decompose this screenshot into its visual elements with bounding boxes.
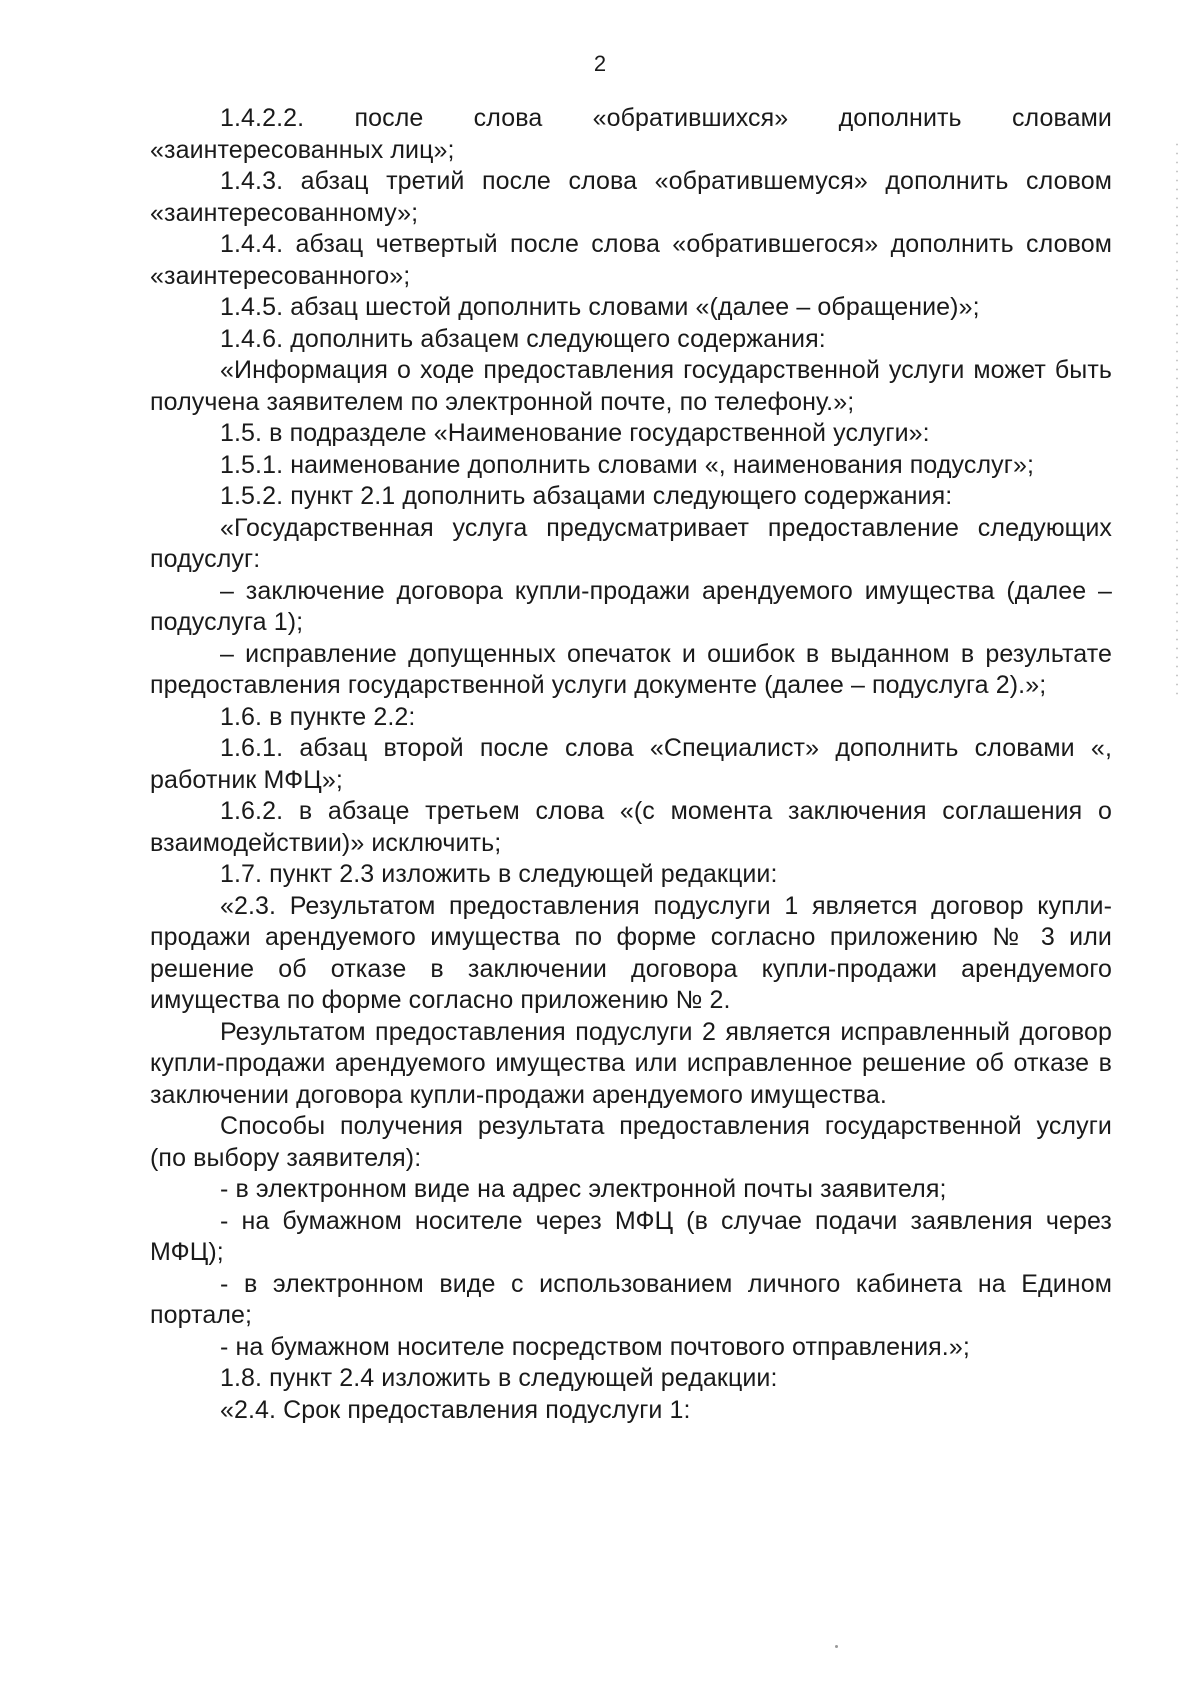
paragraph: Способы получения результата предоставления государственной услуги (по выбору заявителя): bbox=[150, 1112, 1112, 1172]
paragraph: 1.6.2. в абзаце третьем слова «(с момента заключения соглашения о взаимодействии)» исключить; bbox=[150, 797, 1112, 857]
paragraph: 1.7. пункт 2.3 изложить в следующей редакции: bbox=[220, 860, 778, 888]
paragraph: – заключение договора купли-продажи арендуемого имущества (далее – подуслуга 1); bbox=[150, 576, 1112, 636]
paragraph: «2.4. Срок предоставления подуслуги 1: bbox=[220, 1395, 691, 1424]
paragraph: – исправление допущенных опечаток и ошибок в выданном в результате предоставления государственной услуги документе (далее – подуслуга 2).»; bbox=[150, 639, 1112, 699]
paragraph: 1.4.4. абзац четвертый после слова «обратившегося» дополнить словом «заинтересованного»; bbox=[150, 230, 1112, 290]
paragraph: 1.4.2.2. после слова «обратившихся» дополнить словами «заинтересованных лиц»; bbox=[150, 104, 1112, 164]
paragraph: Результатом предоставления подуслуги 2 является исправленный договор купли-продажи арендуемого имущества или исправленное решение об отказе в заключении договора купли-продажи арендуемого имущества. bbox=[150, 1017, 1112, 1109]
paragraph: 1.5.1. наименование дополнить словами «, наименования подуслуг»; bbox=[220, 450, 1035, 479]
paragraph: «2.3. Результатом предоставления подуслуги 1 является договор купли-продажи арендуемого имущества по форме согласно приложению № 3 или решение об отказе в заключении договора купли-продажи арендуемого имущества по форме согласно приложению № 2. bbox=[150, 891, 1112, 1014]
paragraph: - в электронном виде на адрес электронной почты заявителя; bbox=[220, 1175, 947, 1203]
paragraph: «Информация о ходе предоставления государственной услуги может быть получена заявителем по электронной почте, по телефону.»; bbox=[150, 356, 1112, 416]
paragraph: 1.6.1. абзац второй после слова «Специалист» дополнить словами «, работник МФЦ»; bbox=[150, 734, 1112, 794]
paragraph: - в электронном виде с использованием личного кабинета на Едином портале; bbox=[150, 1269, 1112, 1329]
paragraph: 1.8. пункт 2.4 изложить в следующей редакции: bbox=[220, 1364, 778, 1392]
paragraph: 1.6. в пункте 2.2: bbox=[220, 702, 416, 731]
document-body bbox=[150, 103, 1112, 1426]
paragraph: 1.5.2. пункт 2.1 дополнить абзацами следующего содержания: bbox=[220, 482, 953, 510]
scan-margin-dots bbox=[1176, 140, 1178, 700]
paragraph: 1.5. в подразделе «Наименование государственной услуги»: bbox=[220, 419, 930, 447]
paragraph: 1.4.6. дополнить абзацем следующего содержания: bbox=[220, 324, 826, 353]
paragraph: - на бумажном носителе посредством почтового отправления.»; bbox=[220, 1332, 970, 1361]
page-number: 2 bbox=[593, 51, 607, 76]
scan-speck bbox=[835, 1645, 838, 1648]
paragraph: 1.4.3. абзац третий после слова «обратившемуся» дополнить словом «заинтересованному»; bbox=[150, 167, 1112, 227]
paragraph: 1.4.5. абзац шестой дополнить словами «(далее – обращение)»; bbox=[220, 293, 980, 321]
paragraph: - на бумажном носителе через МФЦ (в случае подачи заявления через МФЦ); bbox=[150, 1206, 1112, 1266]
paragraph: «Государственная услуга предусматривает предоставление следующих подуслуг: bbox=[150, 513, 1112, 573]
